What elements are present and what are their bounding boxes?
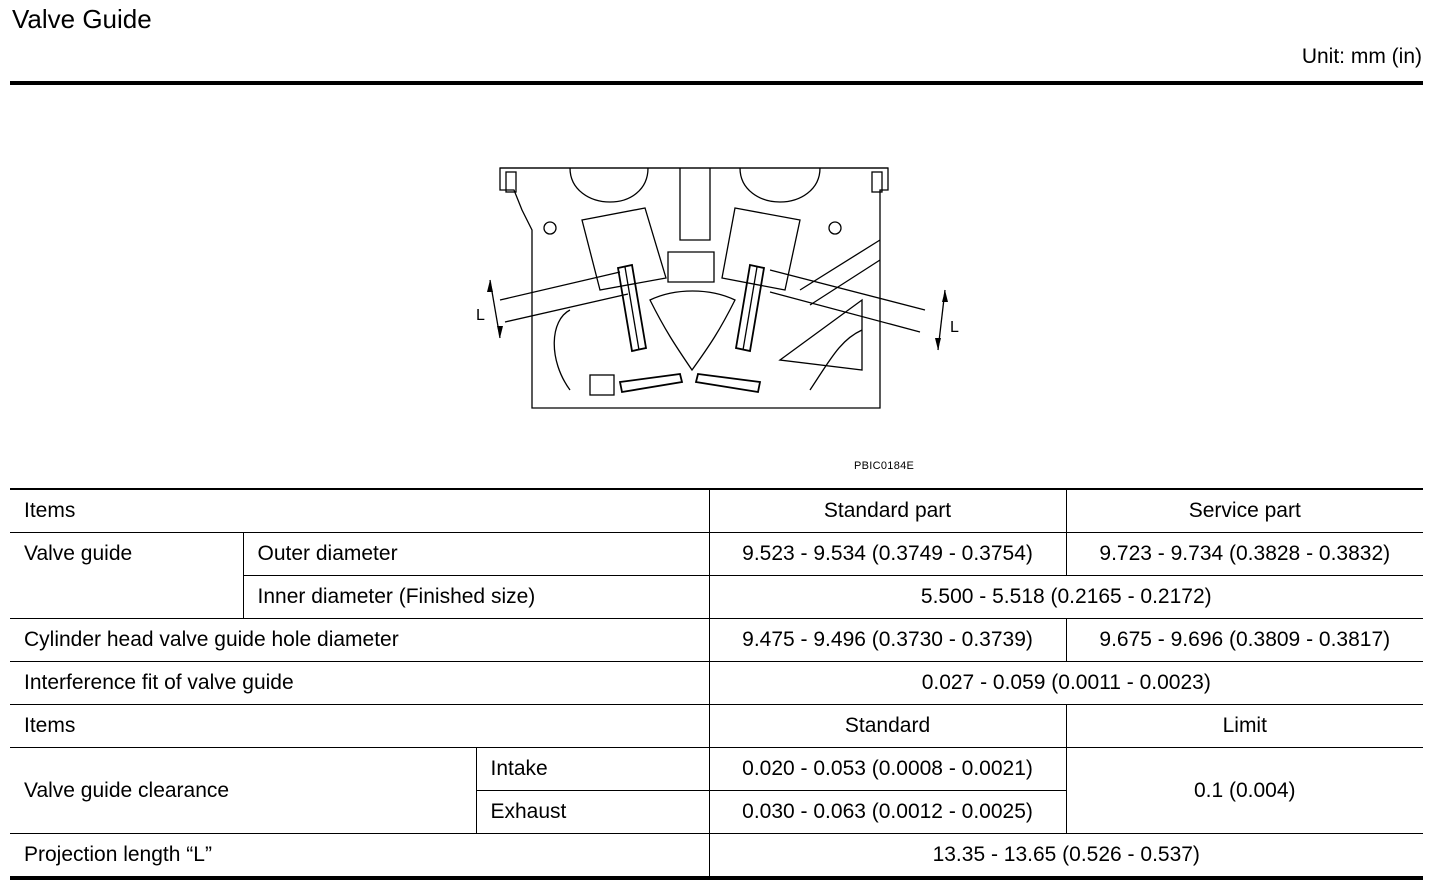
table-row — [10, 705, 1423, 748]
header-items: Items — [10, 489, 709, 533]
interference-fit-value: 0.027 - 0.059 (0.0011 - 0.0023) — [709, 662, 1423, 705]
valve-guide-label: Valve guide — [10, 533, 243, 576]
table-row — [10, 662, 1423, 705]
page-title: Valve Guide — [12, 4, 152, 34]
cylinder-head-valve-guide-diagram — [470, 160, 970, 420]
exhaust-label: Exhaust — [476, 791, 709, 834]
header-standard-part: Standard part — [709, 489, 1066, 533]
title-rule — [10, 81, 1423, 85]
table-row — [10, 576, 1423, 619]
inner-diameter-value: 5.500 - 5.518 (0.2165 - 0.2172) — [709, 576, 1423, 619]
figure-code: PBIC0184E — [854, 460, 915, 472]
table-row — [10, 533, 1423, 576]
outer-diameter-label: Outer diameter — [243, 533, 709, 576]
valve-guide-spec-table — [10, 488, 1423, 880]
outer-diameter-service: 9.723 - 9.734 (0.3828 - 0.3832) — [1066, 533, 1423, 576]
projection-label: Projection length “L” — [10, 834, 709, 879]
intake-label: Intake — [476, 748, 709, 791]
hole-diameter-standard: 9.475 - 9.496 (0.3730 - 0.3739) — [709, 619, 1066, 662]
header2-standard: Standard — [709, 705, 1066, 748]
figure-label-l-right: L — [950, 319, 959, 336]
header-service-part: Service part — [1066, 489, 1423, 533]
clearance-label: Valve guide clearance — [10, 748, 476, 834]
outer-diameter-standard: 9.523 - 9.534 (0.3749 - 0.3754) — [709, 533, 1066, 576]
hole-diameter-service: 9.675 - 9.696 (0.3809 - 0.3817) — [1066, 619, 1423, 662]
projection-value: 13.35 - 13.65 (0.526 - 0.537) — [709, 834, 1423, 879]
inner-diameter-label: Inner diameter (Finished size) — [243, 576, 709, 619]
clearance-limit: 0.1 (0.004) — [1066, 748, 1423, 834]
interference-fit-label: Interference fit of valve guide — [10, 662, 709, 705]
table-row — [10, 748, 1423, 791]
intake-value: 0.020 - 0.053 (0.0008 - 0.0021) — [709, 748, 1066, 791]
table-row — [10, 619, 1423, 662]
valve-guide-label-cont — [10, 576, 243, 619]
exhaust-value: 0.030 - 0.063 (0.0012 - 0.0025) — [709, 791, 1066, 834]
table-row — [10, 834, 1423, 879]
table-row — [10, 489, 1423, 533]
figure-label-l-left: L — [476, 307, 485, 324]
unit-label: Unit: mm (in) — [1301, 45, 1422, 68]
hole-diameter-label: Cylinder head valve guide hole diameter — [10, 619, 709, 662]
header2-limit: Limit — [1066, 705, 1423, 748]
header2-items: Items — [10, 705, 709, 748]
